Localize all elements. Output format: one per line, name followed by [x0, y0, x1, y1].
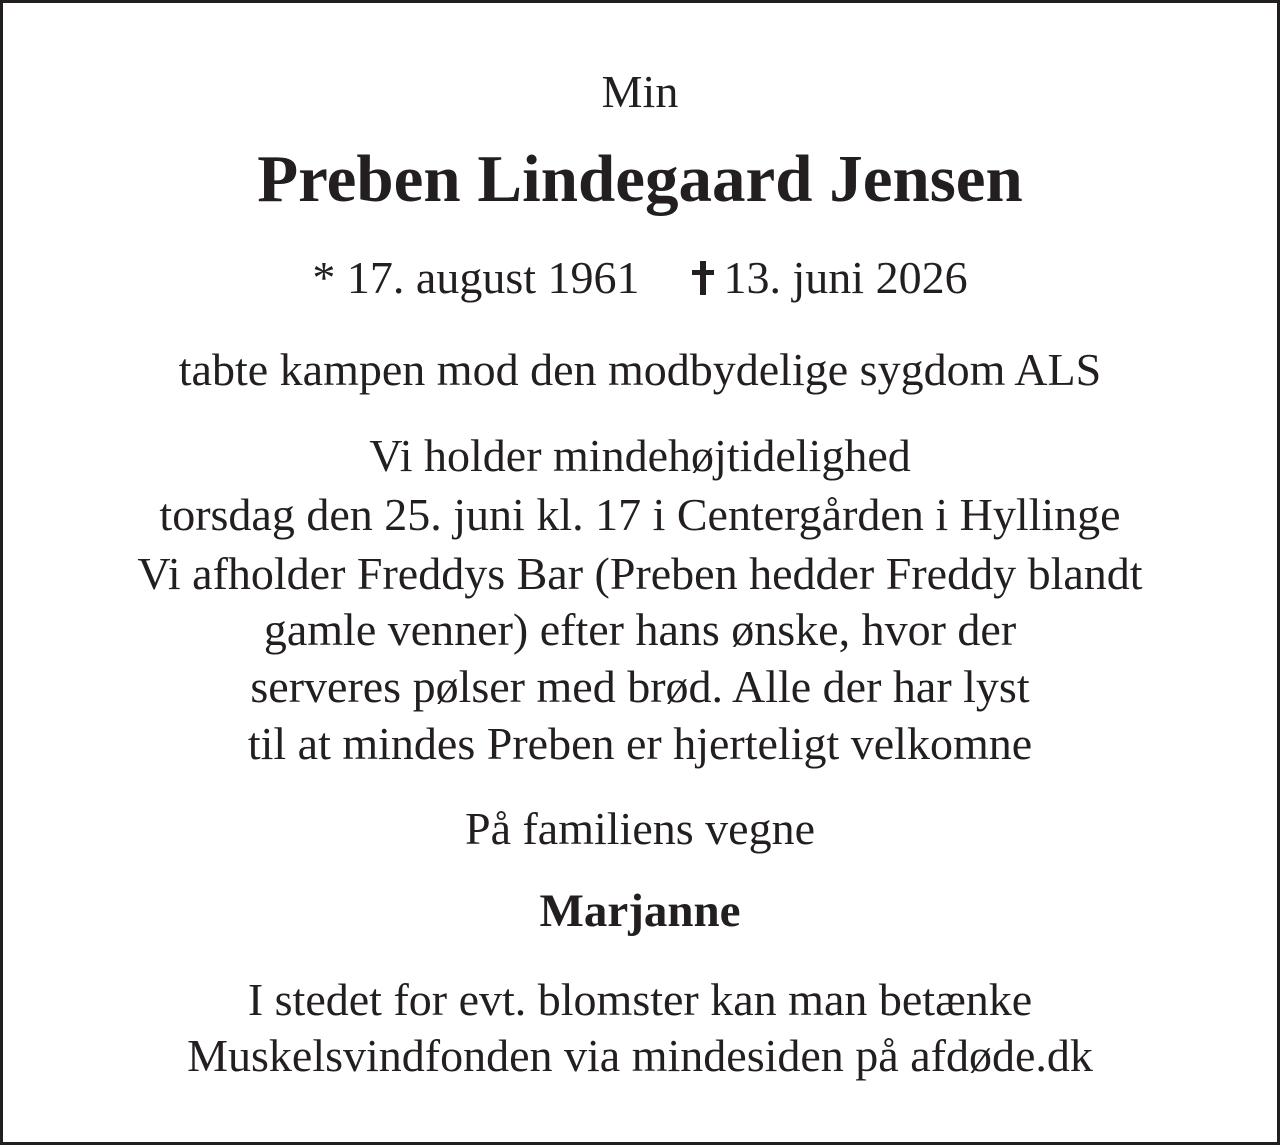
memorial-line: til at mindes Preben er hjerteligt velkomne	[247, 718, 1033, 769]
memorial-line: Vi afholder Freddys Bar (Preben hedder Freddy blandt	[137, 548, 1143, 599]
donation-line: Muskelsvindfonden via mindesiden på afdøde.dk	[187, 1030, 1093, 1081]
cause-text: tabte kampen mod den modbydelige sygdom ALS	[178, 344, 1102, 395]
memorial-line: serveres pølser med brød. Alle der har lyst	[250, 661, 1030, 712]
life-dates	[3, 252, 1277, 303]
intro-text: Min	[601, 66, 679, 117]
memorial-line: gamle venner) efter hans ønske, hvor der	[263, 604, 1017, 655]
birth-date: * 17. august 1961	[312, 252, 640, 303]
death-date: 13. juni 2026	[723, 252, 968, 303]
donation-line: I stedet for evt. blomster kan man betænke	[247, 974, 1033, 1025]
deceased-name: Preben Lindegaard Jensen	[257, 142, 1023, 216]
memorial-line: torsdag den 25. juni kl. 17 i Centergården i Hyllinge	[159, 489, 1121, 540]
regards-text: På familiens vegne	[464, 803, 815, 854]
cross-icon	[692, 261, 714, 295]
signer-name: Marjanne	[539, 885, 741, 937]
memorial-line: Vi holder mindehøjtidelighed	[369, 430, 911, 481]
